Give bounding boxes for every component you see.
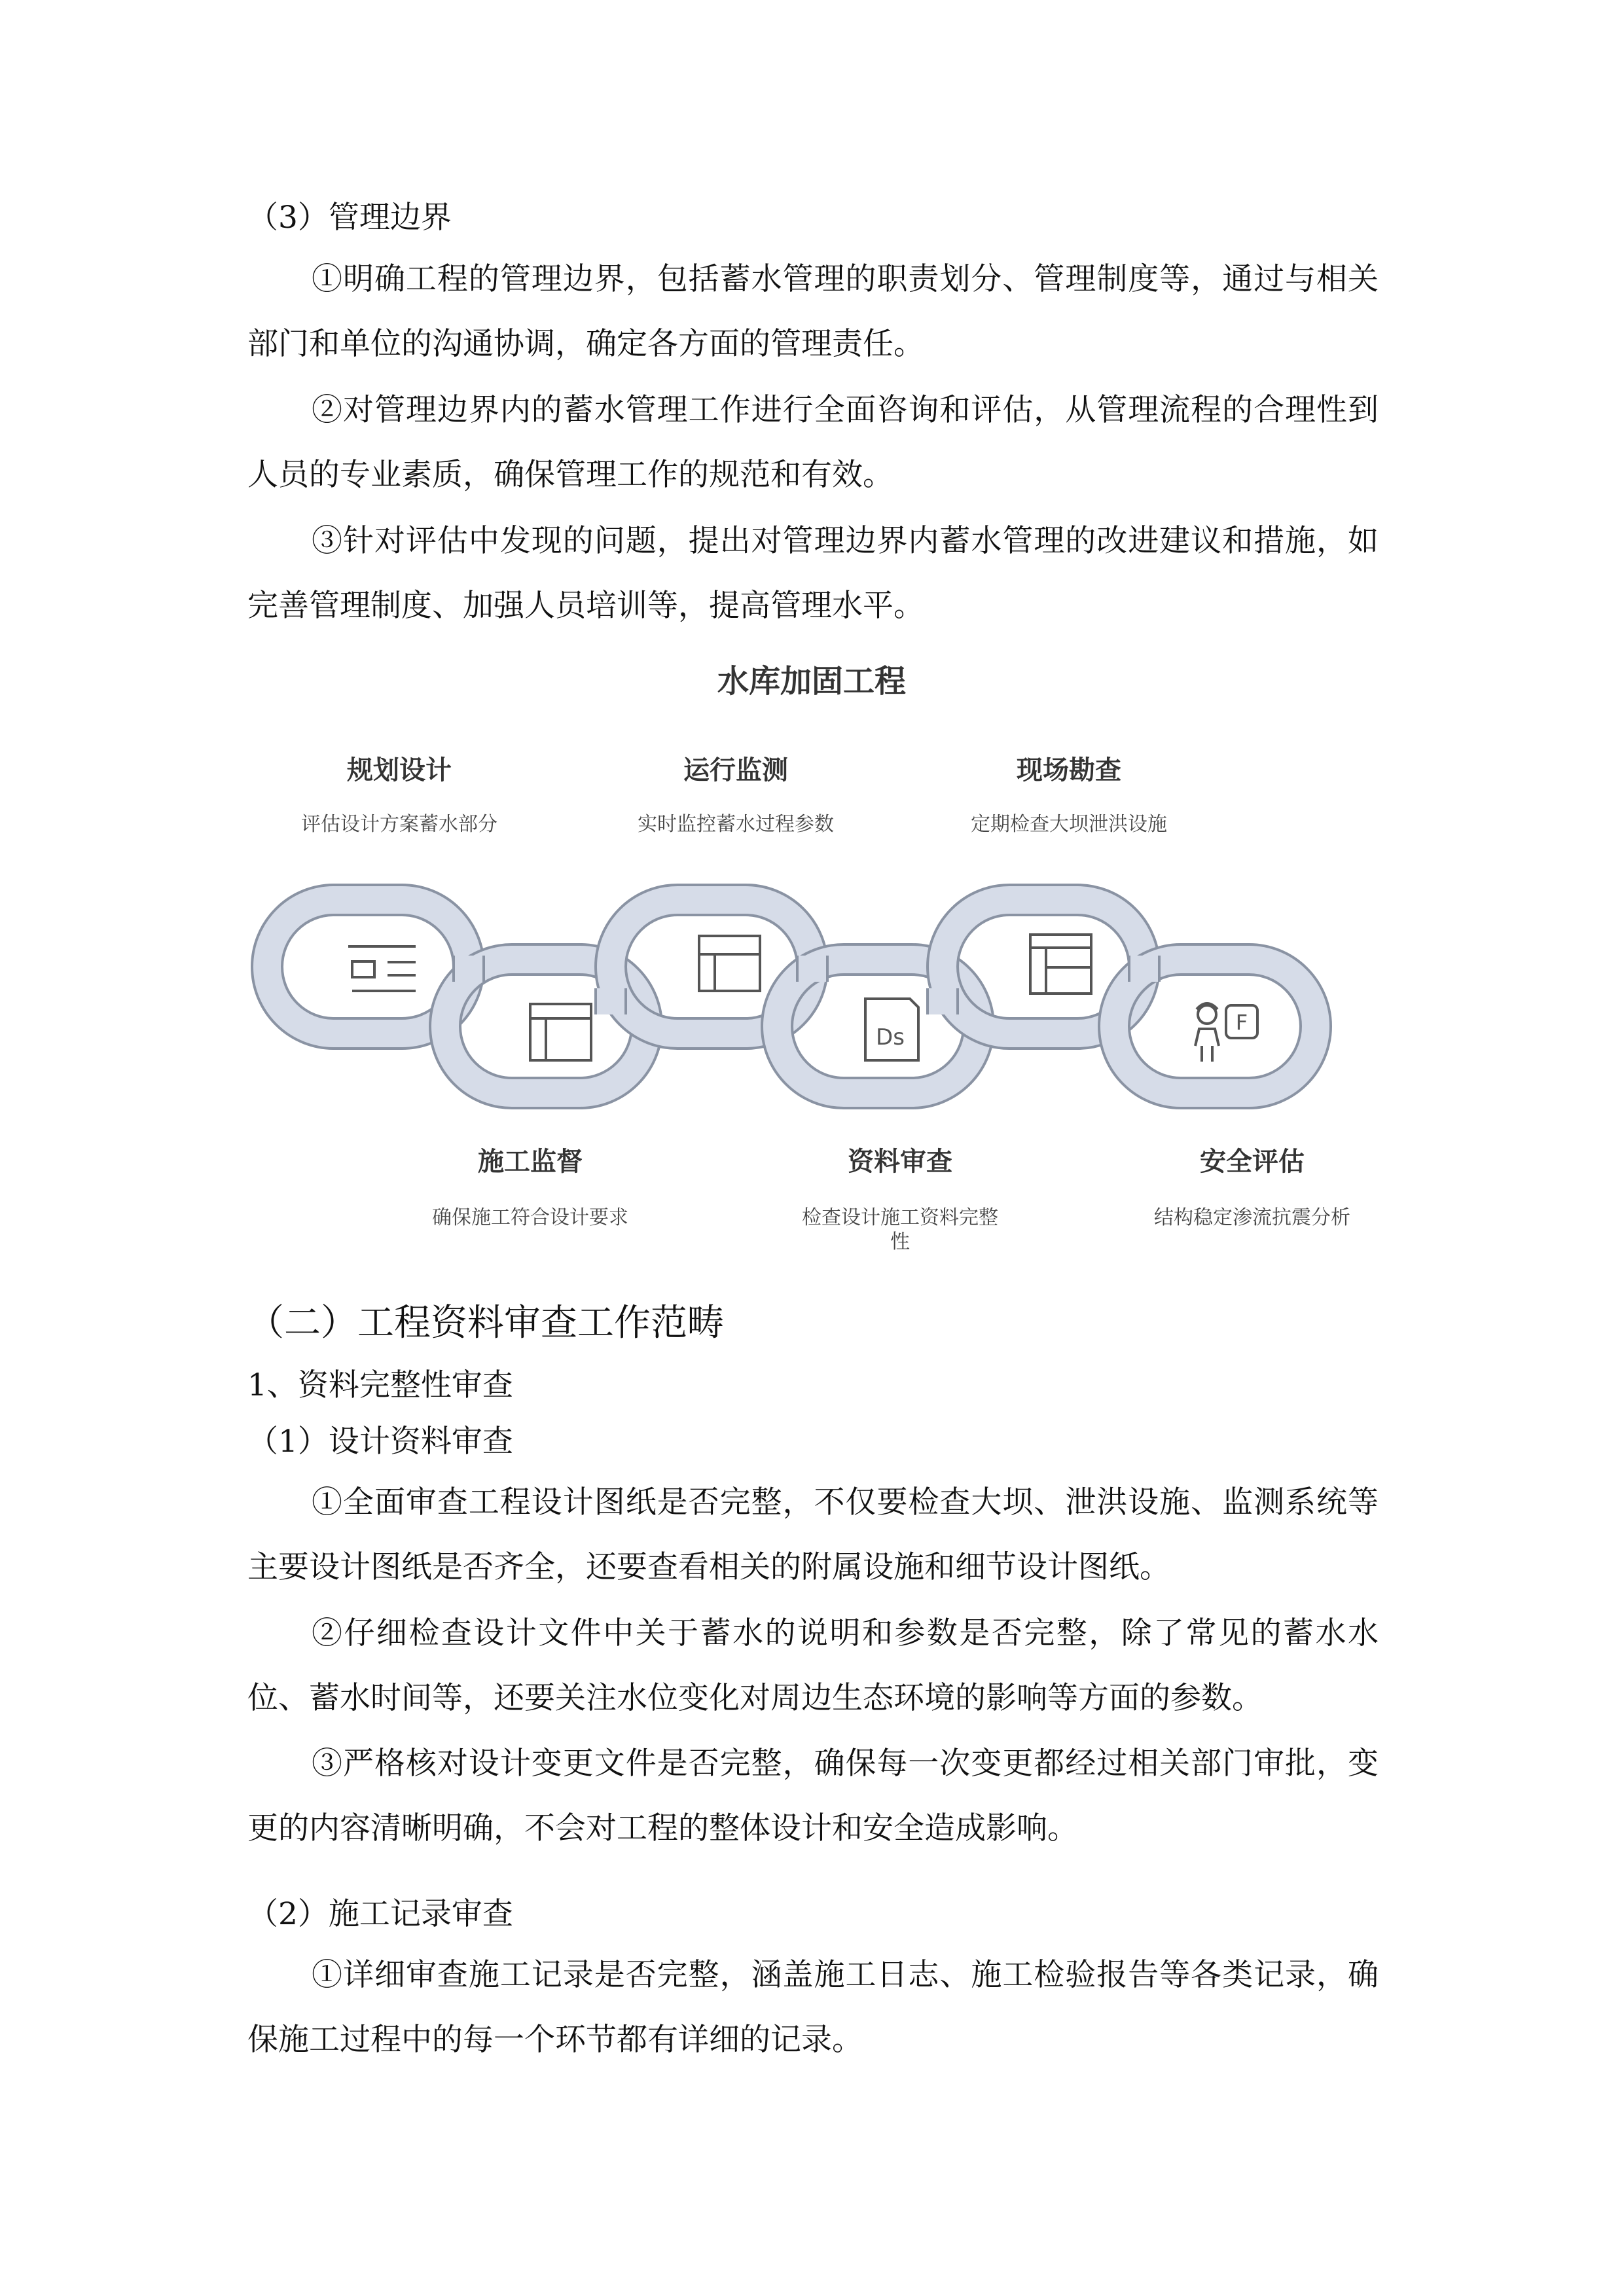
design-item-2: ②仔细检查设计文件中关于蓄水的说明和参数是否完整，除了常见的蓄水水位、蓄水时间等，还要关注水位变化对周边生态环境的影响等方面的参数。 — [247, 1615, 1379, 1716]
operation-monitoring-title: 运行监测 — [683, 755, 788, 785]
ds-icon-text: Ds — [876, 1024, 905, 1050]
construction-review-heading: （2）施工记录审查 — [247, 1896, 513, 1932]
layout-icon — [699, 936, 760, 991]
f-icon-text: F — [1235, 1010, 1248, 1035]
site-survey-title: 现场勘查 — [1017, 755, 1121, 785]
safety-assessment-desc: 结构稳定渗流抗震分析 — [1154, 1206, 1350, 1229]
completeness-review-heading: 1、资料完整性审查 — [247, 1367, 513, 1403]
management-boundary-heading: （3）管理边界 — [247, 200, 452, 236]
design-review-heading: （1）设计资料审查 — [247, 1424, 513, 1460]
ds-icon — [865, 999, 918, 1060]
document-review-title: 资料审查 — [848, 1147, 952, 1177]
management-item-2: ②对管理边界内的蓄水管理工作进行全面咨询和评估，从管理流程的合理性到人员的专业素质，确保管理工作的规范和有效。 — [247, 392, 1379, 493]
window-icon — [530, 1004, 591, 1060]
construction-supervision-title: 施工监督 — [478, 1147, 583, 1177]
document-review-desc-line1: 检查设计施工资料完整 — [802, 1206, 998, 1229]
planning-design-title: 规划设计 — [347, 755, 452, 785]
safety-assessment-title: 安全评估 — [1200, 1147, 1305, 1177]
document-review-desc-line2: 性 — [890, 1230, 910, 1253]
chain-links — [267, 900, 1316, 1093]
section-two-heading: （二）工程资料审查工作范畴 — [247, 1302, 724, 1344]
grid-layout-icon — [1030, 935, 1091, 994]
design-item-3: ③严格核对设计变更文件是否完整，确保每一次变更都经过相关部门审批，变更的内容清晰明确，不会对工程的整体设计和安全造成影响。 — [247, 1746, 1379, 1846]
operation-monitoring-desc: 实时监控蓄水过程参数 — [638, 813, 834, 836]
site-survey-desc: 定期检查大坝泄洪设施 — [971, 813, 1167, 836]
construction-item-1: ①详细审查施工记录是否完整，涵盖施工日志、施工检验报告等各类记录，确保施工过程中的每一个环节都有详细的记录。 — [247, 1957, 1379, 2058]
construction-supervision-desc: 确保施工符合设计要求 — [432, 1206, 628, 1229]
user-f-icon — [1195, 1003, 1257, 1062]
document-lines-icon — [348, 946, 416, 991]
reservoir-chain-diagram — [236, 648, 1388, 1276]
diagram-title: 水库加固工程 — [717, 663, 907, 700]
management-item-3: ③针对评估中发现的问题，提出对管理边界内蓄水管理的改进建议和措施，如完善管理制度、加强人员培训等，提高管理水平。 — [247, 523, 1379, 624]
management-item-1: ①明确工程的管理边界，包括蓄水管理的职责划分、管理制度等，通过与相关部门和单位的沟通协调，确定各方面的管理责任。 — [247, 261, 1379, 362]
design-item-1: ①全面审查工程设计图纸是否完整，不仅要检查大坝、泄洪设施、监测系统等主要设计图纸是否齐全，还要查看相关的附属设施和细节设计图纸。 — [247, 1484, 1379, 1585]
planning-design-desc: 评估设计方案蓄水部分 — [301, 813, 497, 836]
